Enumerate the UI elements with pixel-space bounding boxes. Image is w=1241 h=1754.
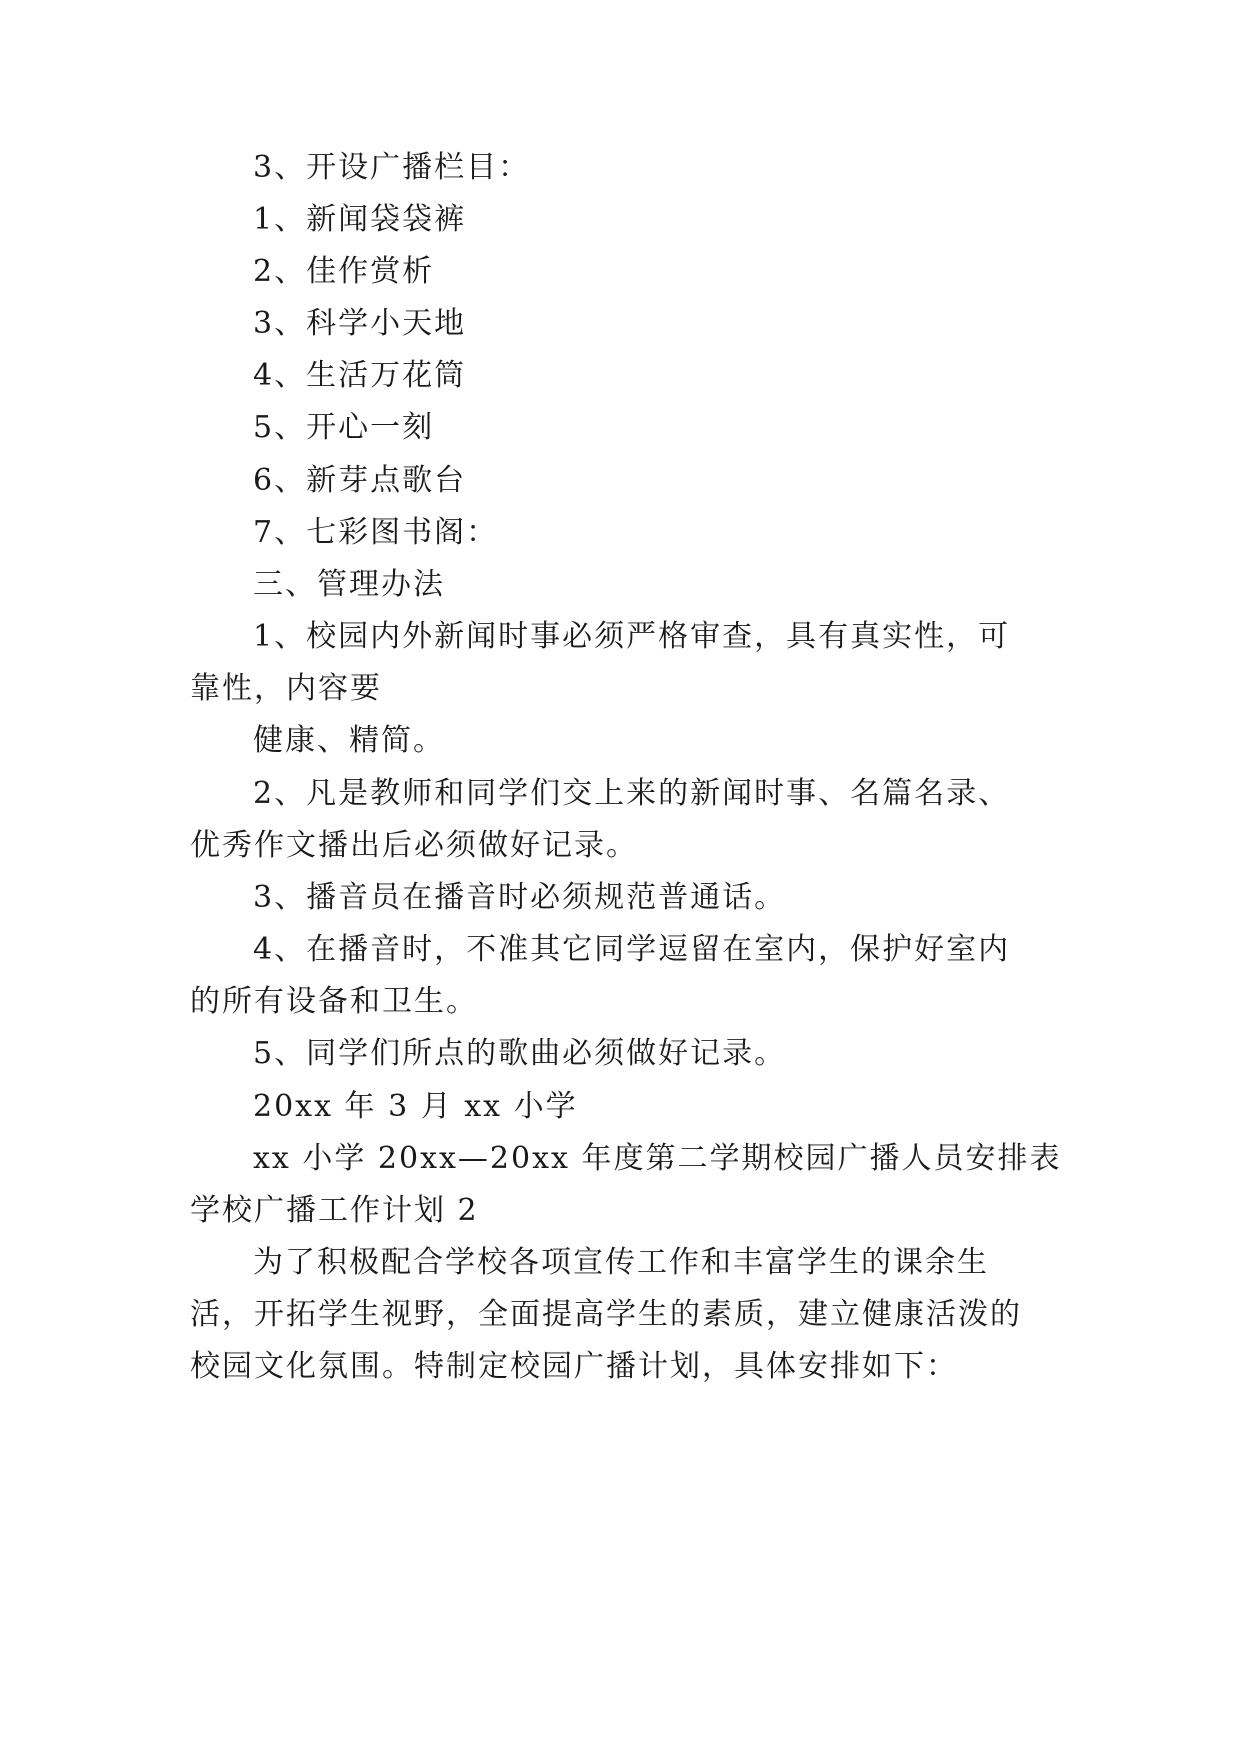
text-line: 活，开拓学生视野，全面提高学生的素质，建立健康活泼的 — [190, 1297, 1022, 1332]
text-line: 5、开心一刻 — [253, 410, 435, 445]
text-line: xx 小学 20xx—20xx 年度第二学期校园广播人员安排表 — [253, 1141, 1062, 1176]
text-line: 优秀作文播出后必须做好记录。 — [190, 828, 638, 863]
text-line: 2、凡是教师和同学们交上来的新闻时事、名篇名录、 — [253, 776, 1011, 811]
text-line: 健康、精简。 — [253, 723, 445, 758]
text-line: 4、在播音时，不准其它同学逗留在室内，保护好室内 — [253, 932, 1011, 967]
text-line: 校园文化氛围。特制定校园广播计划，具体安排如下： — [190, 1349, 958, 1384]
text-line: 5、同学们所点的歌曲必须做好记录。 — [253, 1036, 787, 1071]
text-line: 1、校园内外新闻时事必须严格审查，具有真实性，可 — [253, 619, 1011, 654]
text-line: 的所有设备和卫生。 — [190, 984, 478, 1019]
document-subtitle: 学校广播工作计划 2 — [190, 1193, 479, 1228]
text-line: 1、新闻袋袋裤 — [253, 202, 467, 237]
text-line: 3、开设广播栏目： — [253, 150, 531, 185]
text-line: 3、播音员在播音时必须规范普通话。 — [253, 880, 787, 915]
text-line: 为了积极配合学校各项宣传工作和丰富学生的课余生 — [253, 1245, 989, 1280]
text-line: 靠性，内容要 — [190, 671, 382, 706]
text-line: 4、生活万花筒 — [253, 358, 467, 393]
text-line: 7、七彩图书阁： — [253, 515, 499, 550]
text-line: 6、新芽点歌台 — [253, 463, 467, 498]
text-line: 20xx 年 3 月 xx 小学 — [253, 1089, 578, 1124]
text-line: 3、科学小天地 — [253, 306, 467, 341]
text-line: 2、佳作赏析 — [253, 254, 435, 289]
section-heading: 三、管理办法 — [253, 567, 445, 602]
